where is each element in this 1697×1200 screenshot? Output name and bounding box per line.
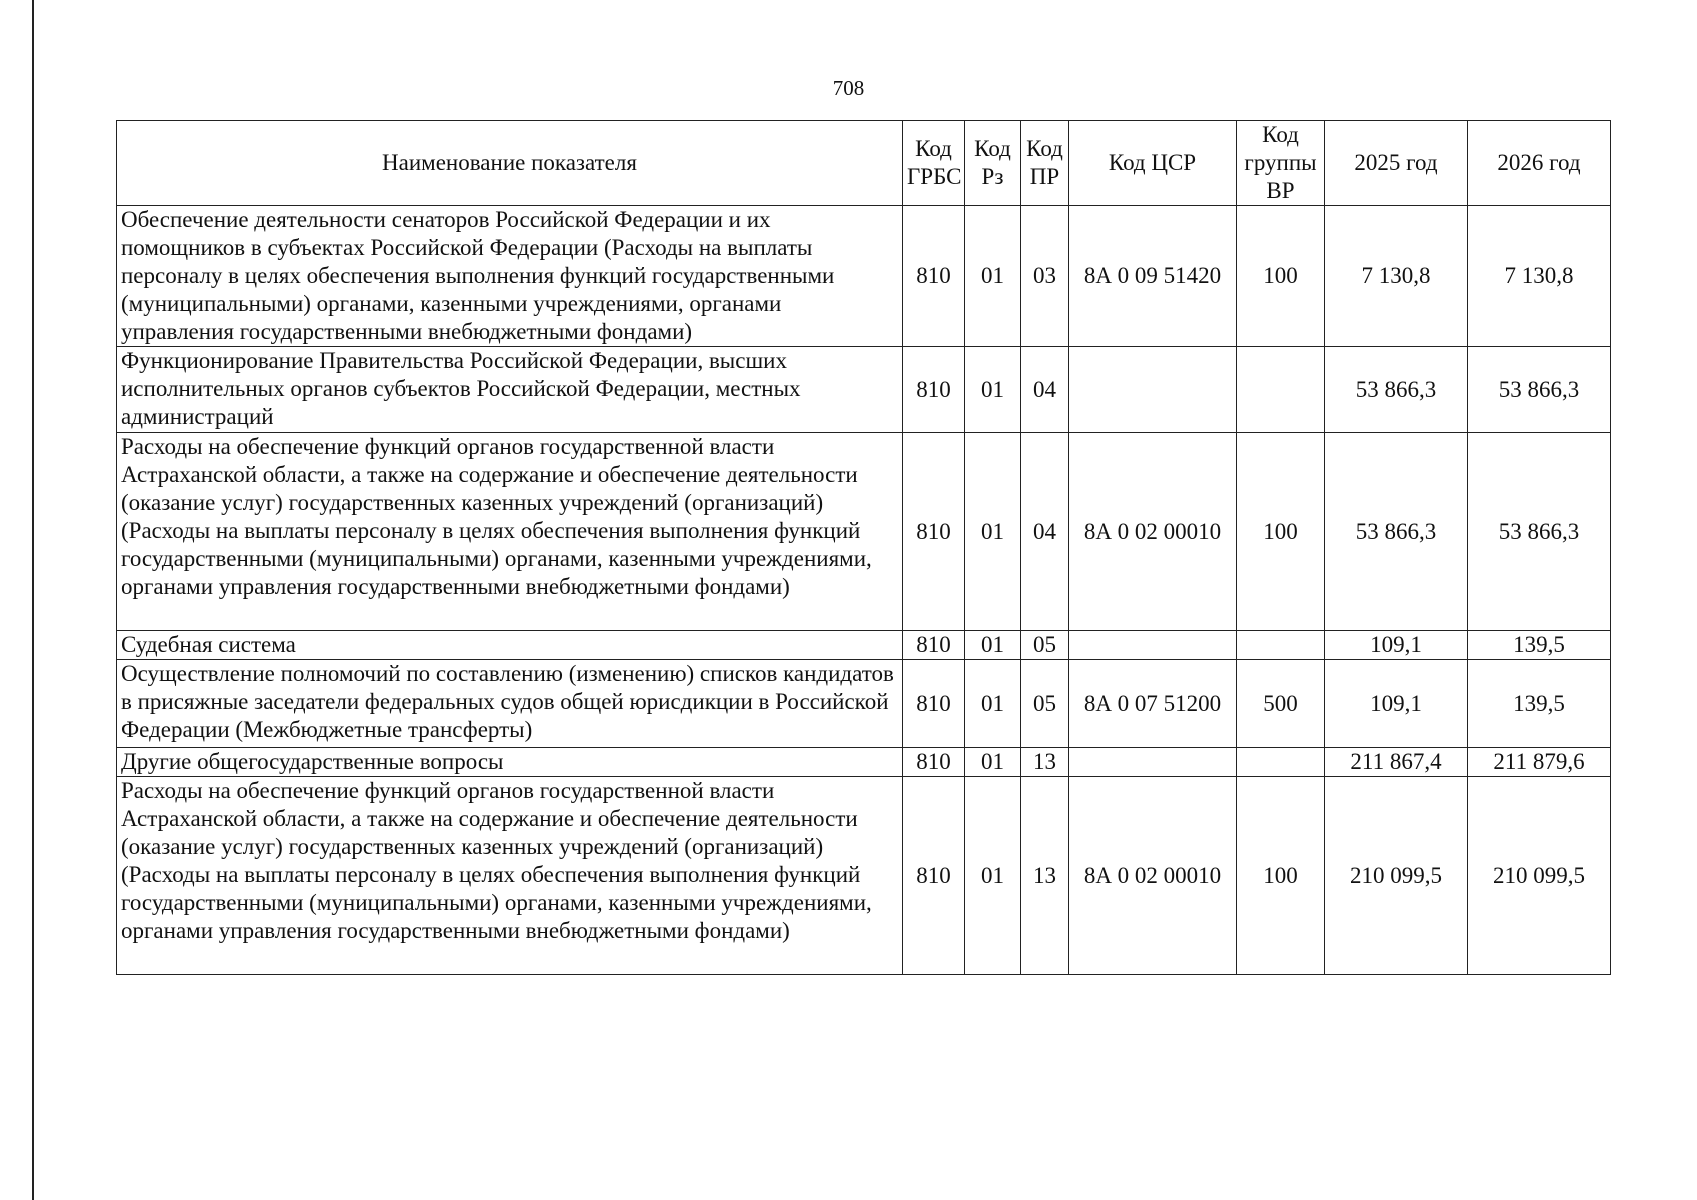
row-rz: 01 [965, 206, 1021, 347]
row-vr: 100 [1237, 777, 1325, 975]
row-2025: 7 130,8 [1325, 206, 1468, 347]
row-vr: 100 [1237, 206, 1325, 347]
row-pr: 13 [1021, 748, 1069, 777]
table-row [117, 748, 1611, 777]
row-csr: 8А 0 02 00010 [1069, 777, 1237, 975]
row-grbs: 810 [903, 433, 965, 631]
row-pr: 03 [1021, 206, 1069, 347]
row-2026: 139,5 [1468, 631, 1611, 660]
row-2026: 7 130,8 [1468, 206, 1611, 347]
table-row [117, 631, 1611, 660]
page-number: 708 [832, 76, 865, 100]
table-row [117, 347, 1611, 433]
table-row [117, 777, 1611, 975]
row-rz: 01 [965, 777, 1021, 975]
row-name: Расходы на обеспечение функций органов государственной власти Астраханской области, а также на содержание и обеспечение деятельности (оказание услуг) государственных казенных учреждений (организаций) (Расходы на выплаты персоналу в целях обеспечения выполнения функций государственными (муниципальными) органами, казенными учреждениями, органами управления государственными внебюджетными фондами) [117, 777, 903, 975]
row-name: Другие общегосударственные вопросы [117, 748, 903, 777]
row-grbs: 810 [903, 347, 965, 433]
row-rz: 01 [965, 660, 1021, 748]
row-csr: 8А 0 09 51420 [1069, 206, 1237, 347]
row-csr: 8А 0 02 00010 [1069, 433, 1237, 631]
header-row [117, 121, 1611, 206]
row-grbs: 810 [903, 748, 965, 777]
row-name: Расходы на обеспечение функций органов государственной власти Астраханской области, а также на содержание и обеспечение деятельности (оказание услуг) государственных казенных учреждений (организаций) (Расходы на выплаты персоналу в целях обеспечения выполнения функций государственными (муниципальными) органами, казенными учреждениями, органами управления государственными внебюджетными фондами) [117, 433, 903, 631]
row-pr: 05 [1021, 631, 1069, 660]
row-2025: 109,1 [1325, 660, 1468, 748]
row-rz: 01 [965, 347, 1021, 433]
header-pr: Код ПР [1021, 121, 1069, 206]
header-rz: Код Рз [965, 121, 1021, 206]
row-pr: 13 [1021, 777, 1069, 975]
binding-edge-line [32, 0, 34, 1200]
row-vr [1237, 748, 1325, 777]
row-2026: 53 866,3 [1468, 347, 1611, 433]
table-header [117, 121, 1611, 206]
table-row [117, 660, 1611, 748]
row-grbs: 810 [903, 631, 965, 660]
row-csr: 8А 0 07 51200 [1069, 660, 1237, 748]
header-name: Наименование показателя [117, 121, 903, 206]
row-csr [1069, 631, 1237, 660]
row-2026: 53 866,3 [1468, 433, 1611, 631]
row-csr [1069, 347, 1237, 433]
header-vr: Код группы ВР [1237, 121, 1325, 206]
header-grbs: Код ГРБС [903, 121, 965, 206]
row-2025: 109,1 [1325, 631, 1468, 660]
row-name: Судебная система [117, 631, 903, 660]
row-rz: 01 [965, 631, 1021, 660]
table-row [117, 206, 1611, 347]
row-vr: 100 [1237, 433, 1325, 631]
row-vr: 500 [1237, 660, 1325, 748]
row-grbs: 810 [903, 660, 965, 748]
row-name: Осуществление полномочий по составлению (изменению) списков кандидатов в присяжные заседатели федеральных судов общей юрисдикции в Российской Федерации (Межбюджетные трансферты) [117, 660, 903, 748]
table-row [117, 433, 1611, 631]
budget-table [116, 120, 1611, 975]
row-pr: 04 [1021, 347, 1069, 433]
header-2026: 2026 год [1468, 121, 1611, 206]
row-pr: 05 [1021, 660, 1069, 748]
header-csr: Код ЦСР [1069, 121, 1237, 206]
row-vr [1237, 347, 1325, 433]
row-vr [1237, 631, 1325, 660]
row-2025: 53 866,3 [1325, 347, 1468, 433]
row-2026: 210 099,5 [1468, 777, 1611, 975]
row-csr [1069, 748, 1237, 777]
row-rz: 01 [965, 748, 1021, 777]
row-2025: 211 867,4 [1325, 748, 1468, 777]
row-2025: 53 866,3 [1325, 433, 1468, 631]
row-name: Функционирование Правительства Российской Федерации, высших исполнительных органов субъектов Российской Федерации, местных администраций [117, 347, 903, 433]
row-rz: 01 [965, 433, 1021, 631]
header-2025: 2025 год [1325, 121, 1468, 206]
row-grbs: 810 [903, 777, 965, 975]
row-2025: 210 099,5 [1325, 777, 1468, 975]
row-name: Обеспечение деятельности сенаторов Российской Федерации и их помощников в субъектах Российской Федерации (Расходы на выплаты персоналу в целях обеспечения выполнения функций государственными (муниципальными) органами, казенными учреждениями, органами управления государственными внебюджетными фондами) [117, 206, 903, 347]
row-grbs: 810 [903, 206, 965, 347]
row-2026: 211 879,6 [1468, 748, 1611, 777]
row-pr: 04 [1021, 433, 1069, 631]
row-2026: 139,5 [1468, 660, 1611, 748]
table-body [117, 206, 1611, 975]
